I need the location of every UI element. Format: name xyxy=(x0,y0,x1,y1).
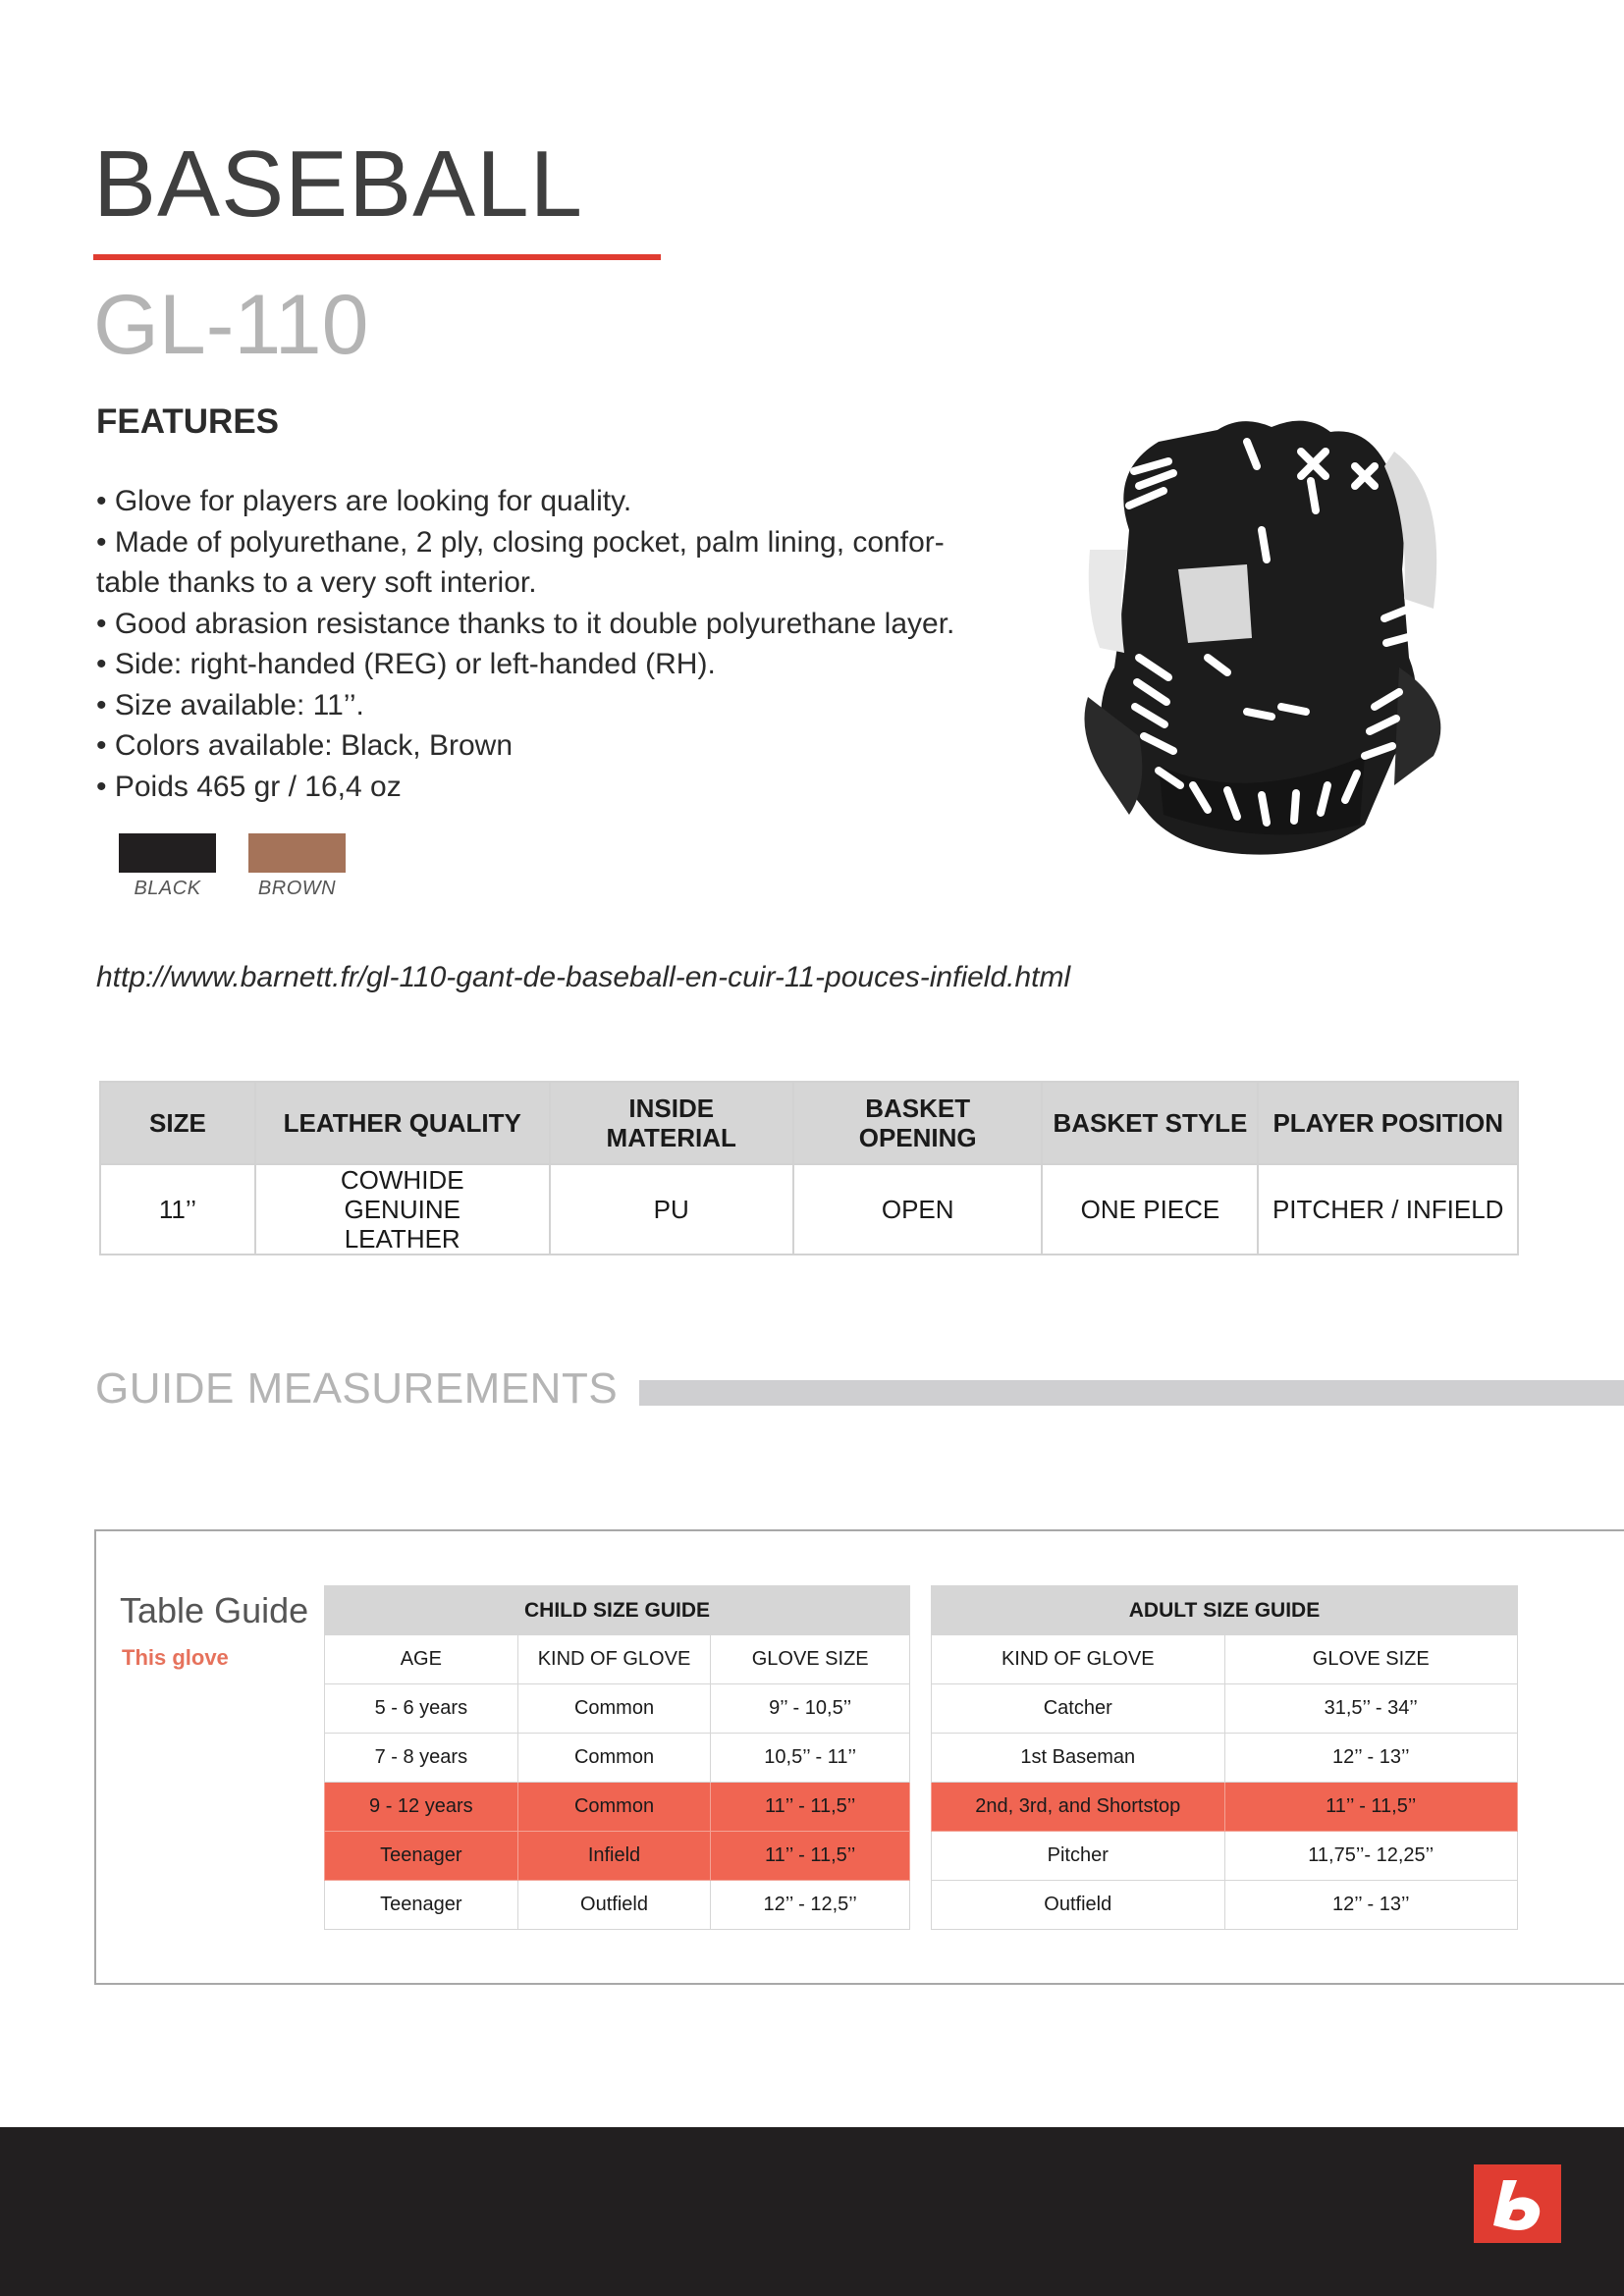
table-cell: 11’’ - 11,5’’ xyxy=(711,1783,910,1832)
table-cell: Common xyxy=(517,1684,711,1734)
specs-header: BASKET STYLE xyxy=(1042,1082,1258,1164)
column-header: GLOVE SIZE xyxy=(1224,1635,1518,1684)
table-cell: 11’’ - 11,5’’ xyxy=(711,1832,910,1881)
table-cell: Pitcher xyxy=(932,1832,1225,1881)
specs-value-row xyxy=(100,1164,1518,1255)
color-label-black: BLACK xyxy=(134,878,201,899)
table-row-highlighted xyxy=(325,1783,910,1832)
table-cell: 7 - 8 years xyxy=(325,1734,518,1783)
features-list xyxy=(96,481,1019,807)
table-cell: 31,5’’ - 34’’ xyxy=(1224,1684,1518,1734)
table-cell: 1st Baseman xyxy=(932,1734,1225,1783)
table-row-highlighted xyxy=(932,1783,1518,1832)
table-cell: 5 - 6 years xyxy=(325,1684,518,1734)
features-heading: FEATURES xyxy=(96,402,280,441)
table-row xyxy=(932,1832,1518,1881)
table-row xyxy=(932,1881,1518,1930)
specs-value: 11’’ xyxy=(100,1164,255,1255)
footer-bar xyxy=(0,2127,1624,2296)
column-header: AGE xyxy=(325,1635,518,1684)
table-cell: 11,75’’- 12,25’’ xyxy=(1224,1832,1518,1881)
adult-guide-title: ADULT SIZE GUIDE xyxy=(932,1586,1518,1635)
color-label-brown: BROWN xyxy=(257,878,337,899)
specs-table xyxy=(99,1081,1519,1255)
table-cell: 2nd, 3rd, and Shortstop xyxy=(932,1783,1225,1832)
table-row xyxy=(325,1684,910,1734)
title-underline xyxy=(93,254,661,260)
adult-size-guide xyxy=(931,1585,1518,1930)
table-row xyxy=(932,1734,1518,1783)
table-cell: Outfield xyxy=(932,1881,1225,1930)
table-cell: 11’’ - 11,5’’ xyxy=(1224,1783,1518,1832)
table-cell: 12’’ - 13’’ xyxy=(1224,1734,1518,1783)
feature-line: • Side: right-handed (REG) or left-handed (RH). xyxy=(96,648,716,680)
page-title: BASEBALL xyxy=(93,132,583,237)
adult-guide-columns xyxy=(932,1635,1518,1684)
table-row xyxy=(932,1684,1518,1734)
table-cell: Infield xyxy=(517,1832,711,1881)
table-cell: 9’’ - 10,5’’ xyxy=(711,1684,910,1734)
column-header: GLOVE SIZE xyxy=(711,1635,910,1684)
specs-value: OPEN xyxy=(793,1164,1043,1255)
product-link[interactable]: http://www.barnett.fr/gl-110-gant-de-baseball-en-cuir-11-pouces-infield.html xyxy=(96,961,1071,993)
table-cell: Teenager xyxy=(325,1881,518,1930)
child-size-guide xyxy=(324,1585,910,1930)
column-header: KIND OF GLOVE xyxy=(517,1635,711,1684)
table-row xyxy=(325,1734,910,1783)
table-cell: 10,5’’ - 11’’ xyxy=(711,1734,910,1783)
specs-header-row xyxy=(100,1082,1518,1164)
table-cell: 12’’ - 13’’ xyxy=(1224,1881,1518,1930)
color-swatch-black xyxy=(119,833,216,873)
specs-value: COWHIDE GENUINE LEATHER xyxy=(255,1164,550,1255)
column-header: KIND OF GLOVE xyxy=(932,1635,1225,1684)
table-cell: 9 - 12 years xyxy=(325,1783,518,1832)
feature-line: table thanks to a very soft interior. xyxy=(96,566,537,599)
feature-line: • Poids 465 gr / 16,4 oz xyxy=(96,770,402,803)
specs-header: PLAYER POSITION xyxy=(1258,1082,1518,1164)
table-cell: Common xyxy=(517,1734,711,1783)
feature-line: • Colors available: Black, Brown xyxy=(96,729,514,762)
this-glove-label: This glove xyxy=(122,1645,229,1670)
specs-header: INSIDE MATERIAL xyxy=(550,1082,793,1164)
table-cell: Outfield xyxy=(517,1881,711,1930)
model-name: GL-110 xyxy=(93,278,369,372)
table-cell: Teenager xyxy=(325,1832,518,1881)
specs-header: BASKET OPENING xyxy=(793,1082,1043,1164)
table-cell: Common xyxy=(517,1783,711,1832)
baseball-glove-image xyxy=(1070,412,1473,883)
table-cell: 12’’ - 12,5’’ xyxy=(711,1881,910,1930)
specs-header: SIZE xyxy=(100,1082,255,1164)
specs-value: ONE PIECE xyxy=(1042,1164,1258,1255)
color-swatch-brown xyxy=(248,833,346,873)
feature-line: • Good abrasion resistance thanks to it double polyurethane layer. xyxy=(96,607,955,640)
child-guide-columns xyxy=(325,1635,910,1684)
brand-logo-icon xyxy=(1474,2164,1561,2243)
feature-line: • Glove for players are looking for quality. xyxy=(96,485,632,517)
specs-value: PITCHER / INFIELD xyxy=(1258,1164,1518,1255)
table-guide-title: Table Guide xyxy=(120,1590,309,1630)
table-cell: Catcher xyxy=(932,1684,1225,1734)
guide-heading: GUIDE MEASUREMENTS xyxy=(95,1364,619,1413)
feature-line: • Size available: 11’’. xyxy=(96,688,364,721)
guide-heading-bar xyxy=(639,1380,1624,1406)
child-guide-title: CHILD SIZE GUIDE xyxy=(325,1586,910,1635)
table-row xyxy=(325,1881,910,1930)
specs-header: LEATHER QUALITY xyxy=(255,1082,550,1164)
specs-value: PU xyxy=(550,1164,793,1255)
feature-line: • Made of polyurethane, 2 ply, closing pocket, palm lining, confor- xyxy=(96,525,945,559)
table-row-highlighted xyxy=(325,1832,910,1881)
